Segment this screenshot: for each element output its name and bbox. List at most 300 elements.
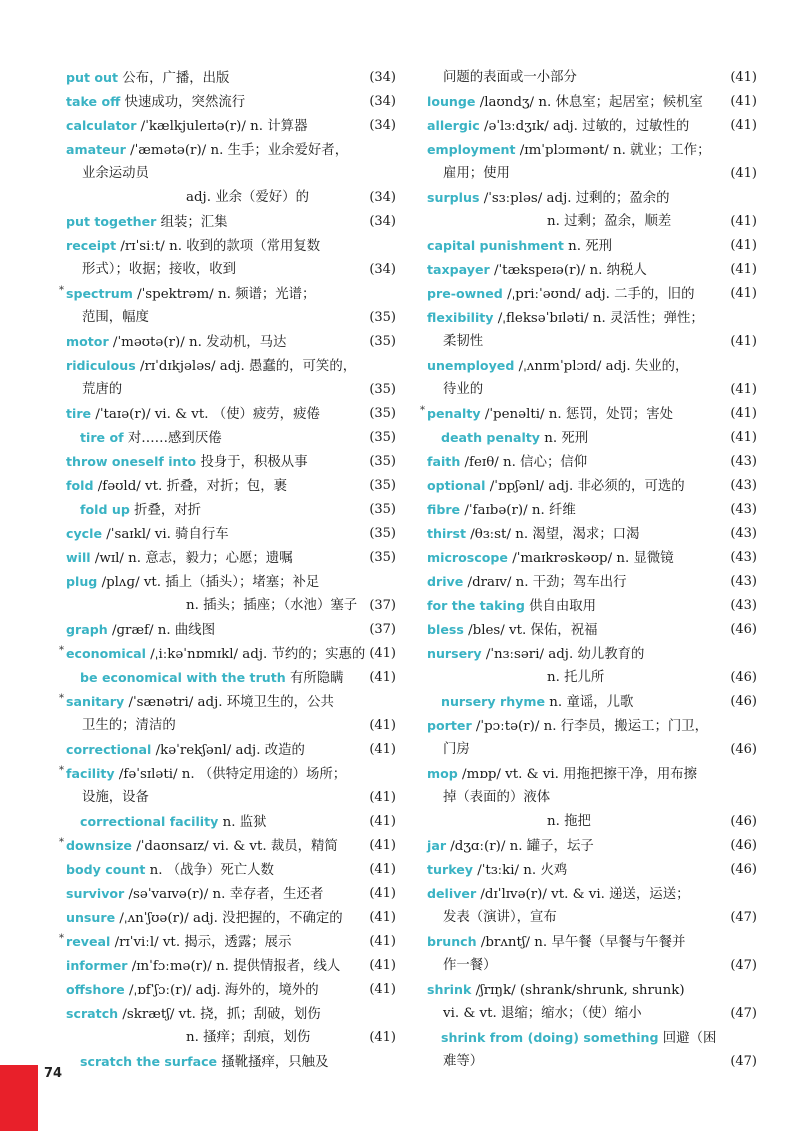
page-reference: (43)	[730, 478, 757, 493]
headword: calculator	[66, 118, 137, 133]
definition-text: n. 搔痒；刮痕，划伤	[186, 1030, 311, 1045]
entry-line	[427, 66, 757, 90]
page-reference: (34)	[369, 262, 396, 277]
definition-text: /ɪmˈplɔɪmənt/ n. 就业；工作；	[515, 143, 711, 158]
entry-line	[66, 114, 396, 138]
glossary-entry	[427, 858, 757, 882]
definition-text: /feɪθ/ n. 信心；信仰	[460, 455, 588, 470]
headword: fold	[66, 478, 94, 493]
glossary-entry	[427, 306, 757, 354]
glossary-entry	[427, 450, 757, 474]
page-reference: (41)	[730, 286, 757, 301]
glossary-entry	[66, 978, 396, 1002]
entry-line	[66, 474, 396, 498]
glossary-entry	[59, 762, 396, 810]
headword: microscope	[427, 550, 508, 565]
glossary-entry	[427, 66, 757, 90]
entry-line	[59, 930, 396, 954]
glossary-entry	[66, 234, 396, 282]
headword: facility	[66, 766, 115, 781]
page-reference: (47)	[730, 1054, 757, 1069]
entry-line	[59, 282, 396, 306]
entry-line	[66, 1050, 396, 1074]
headword: scratch the surface	[80, 1054, 218, 1069]
entry-line	[59, 834, 396, 858]
entry-line	[427, 426, 757, 450]
entry-line	[427, 186, 757, 210]
glossary-entry	[66, 450, 396, 474]
definition-text: 发表（演讲），宣布	[443, 910, 557, 925]
entry-line	[427, 834, 757, 858]
definition-text: /mɒp/ vt. & vi. 用拖把擦干净，用布擦	[457, 767, 698, 782]
headword: optional	[427, 478, 486, 493]
glossary-entry	[427, 978, 757, 1074]
entry-line	[427, 882, 757, 906]
definition-text: /ˌiːkəˈnɒmɪkl/ adj. 节约的；实惠的	[146, 647, 366, 662]
headword: put together	[66, 214, 157, 229]
entry-line	[427, 666, 757, 690]
page-reference: (41)	[369, 958, 396, 973]
headword: for the taking	[427, 598, 525, 613]
glossary-entry	[66, 882, 396, 906]
definition-text: /ˈɒpʃənl/ adj. 非必须的，可选的	[485, 479, 685, 494]
entry-line	[66, 354, 396, 378]
headword: death penalty	[441, 430, 540, 445]
definition-text: 快速成功，突然流行	[120, 95, 246, 110]
glossary-entry	[66, 498, 396, 522]
headword: employment	[427, 142, 516, 157]
entry-line	[66, 858, 396, 882]
glossary-entry	[59, 282, 396, 330]
headword: capital punishment	[427, 238, 564, 253]
entry-line	[427, 138, 757, 162]
definition-text: /ˈæmətə(r)/ n. 生手；业余爱好者，	[125, 143, 349, 158]
entry-line	[427, 114, 757, 138]
glossary-entry	[66, 954, 396, 978]
definition-text: 柔韧性	[443, 334, 484, 349]
glossary-entry	[427, 258, 757, 282]
definition-text: 形式）；收据；接收，收到	[82, 262, 236, 277]
page-reference: (41)	[369, 862, 396, 877]
page-reference: (35)	[369, 310, 396, 325]
entry-line	[66, 906, 396, 930]
page-reference: (47)	[730, 910, 757, 925]
entry-line	[59, 762, 396, 786]
headword: allergic	[427, 118, 480, 133]
glossary-entry	[66, 474, 396, 498]
entry-line	[427, 450, 757, 474]
entry-line	[66, 666, 396, 690]
entry-line	[66, 570, 396, 594]
headword: reveal	[66, 934, 111, 949]
entry-line	[59, 642, 396, 666]
headword: drive	[427, 574, 464, 589]
definition-text: 荒唐的	[82, 382, 123, 397]
entry-line	[427, 498, 757, 522]
glossary-entry	[66, 906, 396, 930]
entry-line	[66, 66, 396, 90]
glossary-entry	[66, 114, 396, 138]
page-reference: (41)	[730, 94, 757, 109]
page-reference: (43)	[730, 550, 757, 565]
page-reference: (41)	[369, 790, 396, 805]
definition-text: /skrætʃ/ vt. 挠，抓；刮破，划伤	[118, 1007, 321, 1022]
definition-text: n. 监狱	[218, 815, 267, 830]
glossary-entry	[427, 714, 757, 762]
headword: unemployed	[427, 358, 515, 373]
page-reference: (34)	[369, 214, 396, 229]
definition-text: /ˈsɜːpləs/ adj. 过剩的；盈余的	[479, 191, 670, 206]
definition-text: /ˈpenəlti/ n. 惩罚，处罚；害处	[480, 407, 674, 422]
entry-line	[420, 402, 757, 426]
page-reference: (47)	[730, 1006, 757, 1021]
asterisk-mark: *	[59, 837, 64, 848]
entry-line	[427, 1050, 757, 1074]
page-reference: (41)	[730, 70, 757, 85]
page-reference: (43)	[730, 526, 757, 541]
page-reference: (35)	[369, 454, 396, 469]
entry-line	[427, 618, 757, 642]
definition-text: n. 死刑	[540, 431, 589, 446]
definition-text: /rɪˈdɪkjələs/ adj. 愚蠢的，可笑的，	[135, 359, 357, 374]
definition-text: 门房	[443, 742, 470, 757]
headword: amateur	[66, 142, 126, 157]
glossary-entry	[66, 618, 396, 642]
entry-line	[66, 954, 396, 978]
definition-text: 作一餐）	[443, 958, 497, 973]
definition-text: 业余运动员	[82, 166, 149, 181]
glossary-entry	[427, 882, 757, 930]
entry-line	[66, 90, 396, 114]
glossary-entry	[427, 138, 757, 186]
entry-line	[59, 690, 396, 714]
entry-line	[66, 258, 396, 282]
headword: spectrum	[66, 286, 133, 301]
definition-text: 供自由取用	[524, 599, 597, 614]
headword: pre-owned	[427, 286, 503, 301]
glossary-entry	[427, 186, 757, 234]
glossary-entry	[66, 66, 396, 90]
headword: fibre	[427, 502, 461, 517]
definition-text: /ˌpriːˈəʊnd/ adj. 二手的，旧的	[502, 287, 695, 302]
glossary-entry	[66, 570, 396, 618]
asterisk-mark: *	[59, 645, 64, 656]
page-reference: (41)	[369, 742, 396, 757]
entry-line	[66, 1026, 396, 1050]
page-reference: (41)	[730, 238, 757, 253]
glossary-entry	[427, 570, 757, 594]
glossary-entry	[66, 546, 396, 570]
page-reference: (35)	[369, 478, 396, 493]
entry-line	[66, 882, 396, 906]
entry-line	[66, 738, 396, 762]
entry-line	[66, 306, 396, 330]
asterisk-mark: *	[59, 933, 64, 944]
entry-line	[427, 714, 757, 738]
glossary-entry	[59, 642, 396, 666]
glossary-entry	[66, 426, 396, 450]
page-reference: (41)	[730, 334, 757, 349]
definition-text: 待业的	[443, 382, 484, 397]
entry-line	[427, 90, 757, 114]
glossary-entry	[427, 834, 757, 858]
page-reference: (46)	[730, 814, 757, 829]
glossary-entry	[427, 618, 757, 642]
definition-text: /ˈmaɪkrəskəʊp/ n. 显微镜	[507, 551, 674, 566]
definition-text: 设施，设备	[82, 790, 149, 805]
entry-line	[427, 594, 757, 618]
entry-line	[427, 690, 757, 714]
page-reference: (43)	[730, 574, 757, 589]
asterisk-mark: *	[59, 693, 64, 704]
definition-text: /ˈtaɪə(r)/ vi. & vt. （使）疲劳，疲倦	[91, 407, 320, 422]
definition-text: 雇用；使用	[443, 166, 510, 181]
glossary-entry	[427, 114, 757, 138]
page-reference: (41)	[369, 646, 396, 661]
definition-text: adj. 业余（爱好）的	[186, 190, 309, 205]
definition-text: n. 过剩；盈余，顺差	[547, 214, 672, 229]
headword: motor	[66, 334, 109, 349]
definition-text: /ˌfleksəˈbɪləti/ n. 灵活性；弹性；	[493, 311, 704, 326]
definition-text: n. 插头；插座；（水池）塞子	[186, 598, 358, 613]
entry-line	[66, 498, 396, 522]
headword: body count	[66, 862, 146, 877]
definition-text: /ˈtɜːki/ n. 火鸡	[472, 863, 568, 878]
headword: sanitary	[66, 694, 125, 709]
entry-line	[427, 258, 757, 282]
page-reference: (47)	[730, 958, 757, 973]
entry-line	[66, 402, 396, 426]
page-reference: (35)	[369, 334, 396, 349]
entry-line	[427, 354, 757, 378]
left-column	[59, 66, 396, 1074]
entry-line	[66, 210, 396, 234]
definition-text: n. 死刑	[563, 239, 613, 254]
glossary-entry	[427, 930, 757, 978]
page-reference: (41)	[369, 670, 396, 685]
definition-text: 投身于，积极从事	[196, 455, 308, 470]
definition-text: /laʊndʒ/ n. 休息室；起居室；候机室	[475, 95, 703, 110]
glossary-entry	[427, 426, 757, 450]
page-reference: (37)	[369, 598, 396, 613]
entry-line	[66, 786, 396, 810]
page-reference: (41)	[369, 1030, 396, 1045]
definition-text: n. 童谣，儿歌	[545, 695, 634, 710]
entry-line	[66, 426, 396, 450]
definition-text: /ˌʌnɪmˈplɔɪd/ adj. 失业的，	[514, 359, 689, 374]
headword: unsure	[66, 910, 116, 925]
entry-line	[66, 522, 396, 546]
entry-line	[427, 546, 757, 570]
definition-text: /fəʊld/ vt. 折叠，对折；包，裹	[93, 479, 288, 494]
definition-text: /wɪl/ n. 意志，毅力；心愿；遗嘱	[90, 551, 293, 566]
entry-line	[427, 378, 757, 402]
entry-line	[427, 810, 757, 834]
page-reference: (37)	[369, 622, 396, 637]
headword: be economical with the truth	[80, 670, 286, 685]
glossary-entry	[66, 90, 396, 114]
page-reference: (41)	[730, 214, 757, 229]
headword: surplus	[427, 190, 480, 205]
headword: receipt	[66, 238, 117, 253]
glossary-entry	[427, 354, 757, 402]
page-reference: (46)	[730, 694, 757, 709]
definition-text: /ˌʌnˈʃʊə(r)/ adj. 没把握的，不确定的	[115, 911, 343, 926]
headword: take off	[66, 94, 121, 109]
glossary-entry	[66, 1002, 396, 1050]
page-reference: (41)	[730, 406, 757, 421]
definition-text: /fəˈsɪləti/ n. （供特定用途的）场所；	[114, 767, 347, 782]
entry-line	[427, 330, 757, 354]
page-reference: (41)	[369, 718, 396, 733]
definition-text: /ˈnɜːsəri/ adj. 幼儿教育的	[481, 647, 645, 662]
definition-text: /ɡræf/ n. 曲线图	[107, 623, 216, 638]
headword: cycle	[66, 526, 102, 541]
definition-text: /dʒɑː(r)/ n. 罐子，坛子	[446, 839, 594, 854]
definition-text: /ˌɒfˈʃɔː(r)/ adj. 海外的，境外的	[124, 983, 319, 998]
page-reference: (41)	[369, 814, 396, 829]
glossary-entry	[427, 474, 757, 498]
glossary-entry	[427, 90, 757, 114]
headword: thirst	[427, 526, 467, 541]
glossary-entry	[427, 594, 757, 618]
glossary-entry	[427, 234, 757, 258]
glossary-entry	[427, 642, 757, 690]
entry-line	[427, 858, 757, 882]
page-reference: (46)	[730, 838, 757, 853]
entry-line	[427, 762, 757, 786]
page-reference: (34)	[369, 190, 396, 205]
definition-text: 问题的表面或一小部分	[443, 70, 577, 85]
glossary-entry	[66, 738, 396, 762]
page-reference: (35)	[369, 382, 396, 397]
entry-line	[427, 570, 757, 594]
page-reference: (35)	[369, 406, 396, 421]
headword: flexibility	[427, 310, 494, 325]
entry-line	[427, 738, 757, 762]
entry-line	[66, 546, 396, 570]
entry-line	[66, 234, 396, 258]
definition-text: /brʌntʃ/ n. 早午餐（早餐与午餐并	[476, 935, 686, 950]
definition-text: 掉（表面的）液体	[443, 790, 551, 805]
headword: throw oneself into	[66, 454, 197, 469]
page-reference: (41)	[369, 838, 396, 853]
entry-line	[427, 210, 757, 234]
definition-text: /rɪˈviːl/ vt. 揭示，透露；展示	[110, 935, 292, 950]
headword: tire	[66, 406, 92, 421]
definition-text: /plʌɡ/ vt. 插上（插头）；堵塞；补足	[97, 575, 320, 590]
headword: porter	[427, 718, 472, 733]
headword: offshore	[66, 982, 125, 997]
entry-line	[66, 618, 396, 642]
headword: informer	[66, 958, 128, 973]
definition-text: /ˈdaʊnsaɪz/ vi. & vt. 裁员，精简	[131, 839, 338, 854]
definition-text: 范围，幅度	[82, 310, 149, 325]
page-reference: (41)	[369, 910, 396, 925]
page-reference: (41)	[369, 886, 396, 901]
page-reference: (41)	[369, 982, 396, 997]
entry-line	[66, 378, 396, 402]
page-reference: (34)	[369, 94, 396, 109]
headword: survivor	[66, 886, 125, 901]
headword: shrink from (doing) something	[441, 1030, 659, 1045]
glossary-entry	[59, 930, 396, 954]
headword: deliver	[427, 886, 477, 901]
definition-text: 回避（困	[658, 1031, 717, 1046]
definition-text: n. 拖把	[547, 814, 591, 829]
page-reference: (34)	[369, 118, 396, 133]
glossary-entry	[66, 810, 396, 834]
entry-line	[427, 282, 757, 306]
headword: faith	[427, 454, 461, 469]
definition-text: 公布，广播，出版	[118, 71, 230, 86]
headword: jar	[427, 838, 447, 853]
page-reference: (41)	[369, 934, 396, 949]
definition-text: /ˈməʊtə(r)/ n. 发动机，马达	[108, 335, 287, 350]
definition-text: 搔靴搔痒，只触及	[217, 1055, 329, 1070]
headword: lounge	[427, 94, 476, 109]
definition-text: /ˈtækspeɪə(r)/ n. 纳税人	[489, 263, 647, 278]
glossary-entry	[427, 690, 757, 714]
entry-line	[427, 642, 757, 666]
definition-text: /dɪˈlɪvə(r)/ vt. & vi. 递送，运送；	[476, 887, 690, 902]
definition-text: /ˈkælkjuleɪtə(r)/ n. 计算器	[136, 119, 308, 134]
entry-line	[66, 714, 396, 738]
glossary-entry	[66, 522, 396, 546]
definition-text: 卫生的；清洁的	[82, 718, 176, 733]
page-reference: (34)	[369, 70, 396, 85]
entry-line	[66, 186, 396, 210]
definition-text: 折叠，对折	[129, 503, 202, 518]
entry-line	[66, 594, 396, 618]
glossary-entry	[66, 210, 396, 234]
headword: fold up	[80, 502, 130, 517]
entry-line	[66, 162, 396, 186]
headword: turkey	[427, 862, 473, 877]
headword: plug	[66, 574, 98, 589]
definition-text: /ˈpɔːtə(r)/ n. 行李员，搬运工；门卫，	[471, 719, 709, 734]
page-reference: (35)	[369, 550, 396, 565]
definition-text: 组装；汇集	[156, 215, 228, 230]
headword: ridiculous	[66, 358, 136, 373]
page-reference: (41)	[730, 382, 757, 397]
entry-line	[427, 474, 757, 498]
definition-text: 难等）	[443, 1054, 484, 1069]
entry-line	[427, 978, 757, 1002]
definition-text: /ɪnˈfɔːmə(r)/ n. 提供情报者，线人	[127, 959, 341, 974]
page-reference: (46)	[730, 862, 757, 877]
definition-text: vi. & vt. 退缩；缩水；（使）缩小	[443, 1006, 642, 1021]
glossary-entry	[66, 354, 396, 402]
glossary-entry	[427, 546, 757, 570]
definition-text: /ˈfaɪbə(r)/ n. 纤维	[460, 503, 576, 518]
right-column	[420, 66, 757, 1074]
glossary-entry	[420, 402, 757, 426]
page-reference: (35)	[369, 502, 396, 517]
definition-text: /əˈlɜːdʒɪk/ adj. 过敏的，过敏性的	[479, 119, 690, 134]
headword: correctional	[66, 742, 152, 757]
headword: taxpayer	[427, 262, 490, 277]
entry-line	[427, 522, 757, 546]
headword: nursery	[427, 646, 482, 661]
headword: nursery rhyme	[441, 694, 546, 709]
page-reference: (41)	[730, 166, 757, 181]
entry-line	[66, 810, 396, 834]
definition-text: /rɪˈsiːt/ n. 收到的款项（常用复数	[116, 239, 321, 254]
definition-text: /səˈvaɪvə(r)/ n. 幸存者，生还者	[124, 887, 324, 902]
entry-line	[427, 1026, 757, 1050]
definition-text: 有所隐瞒	[285, 671, 344, 686]
